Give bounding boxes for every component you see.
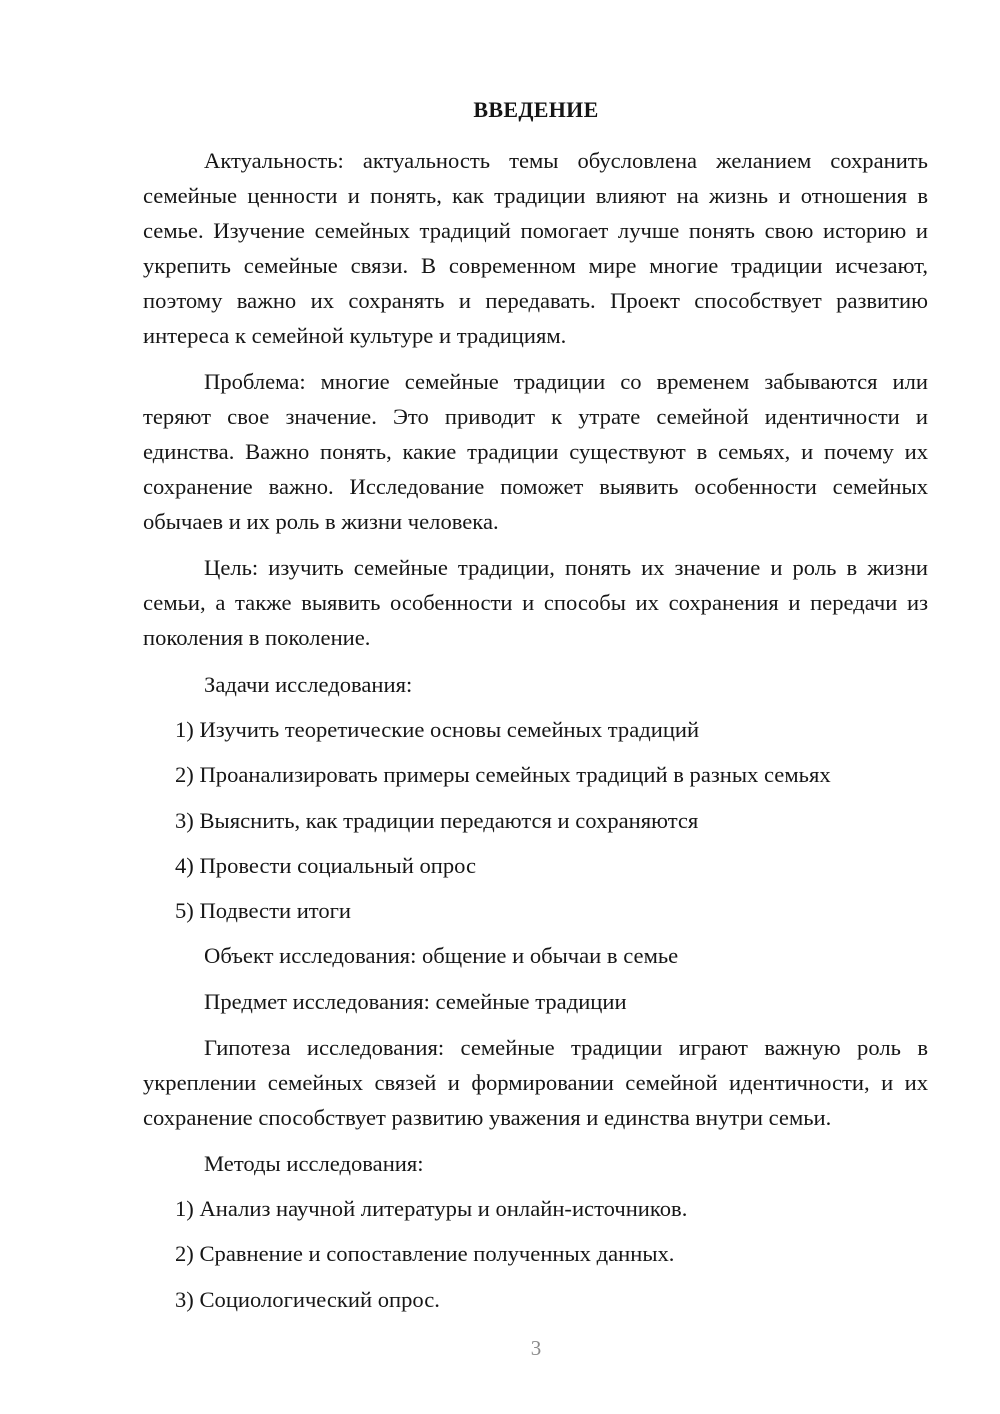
- problem-paragraph: Проблема: многие семейные традиции со временем забываются или теряют свое значение. Это приводит к утрате семейной идентичности и единства. Важно понять, какие традиции существуют в семьях, и почему их сохранение важно. Исследование поможет выявить особенности семейных обычаев и их роль в жизни человека.: [143, 369, 928, 534]
- hypothesis-paragraph: Гипотеза исследования: семейные традиции играют важную роль в укреплении семейных связей и формировании семейной идентичности, и их сохранение способствует развитию уважения и единства внутри семьи.: [143, 1035, 928, 1130]
- page-number: 3: [530, 1336, 542, 1360]
- task-item: 2) Проанализировать примеры семейных традиций в разных семьях: [175, 762, 831, 787]
- task-item: 5) Подвести итоги: [175, 898, 352, 923]
- research-subject: Предмет исследования: семейные традиции: [204, 989, 627, 1014]
- method-item: 3) Социологический опрос.: [175, 1287, 440, 1312]
- method-item: 1) Анализ научной литературы и онлайн-источников.: [175, 1196, 688, 1221]
- page-title: ВВЕДЕНИЕ: [473, 97, 599, 122]
- research-object: Объект исследования: общение и обычаи в семье: [204, 943, 679, 968]
- task-item: 3) Выяснить, как традиции передаются и сохраняются: [175, 808, 699, 833]
- relevance-paragraph: Актуальность: актуальность темы обусловлена желанием сохранить семейные ценности и понять, как традиции влияют на жизнь и отношения в семье. Изучение семейных традиций помогает лучше понять свою историю и укрепить семейные связи. В современном мире многие традиции исчезают, поэтому важно их сохранять и передавать. Проект способствует развитию интереса к семейной культуре и традициям.: [143, 148, 928, 348]
- task-item: 4) Провести социальный опрос: [175, 853, 477, 878]
- method-item: 2) Сравнение и сопоставление полученных данных.: [175, 1241, 675, 1266]
- task-item: 1) Изучить теоретические основы семейных традиций: [175, 717, 700, 742]
- methods-heading: Методы исследования:: [204, 1151, 424, 1176]
- goal-paragraph: Цель: изучить семейные традиции, понять их значение и роль в жизни семьи, а также выявить особенности и способы их сохранения и передачи из поколения в поколение.: [143, 555, 928, 650]
- tasks-heading: Задачи исследования:: [204, 672, 413, 697]
